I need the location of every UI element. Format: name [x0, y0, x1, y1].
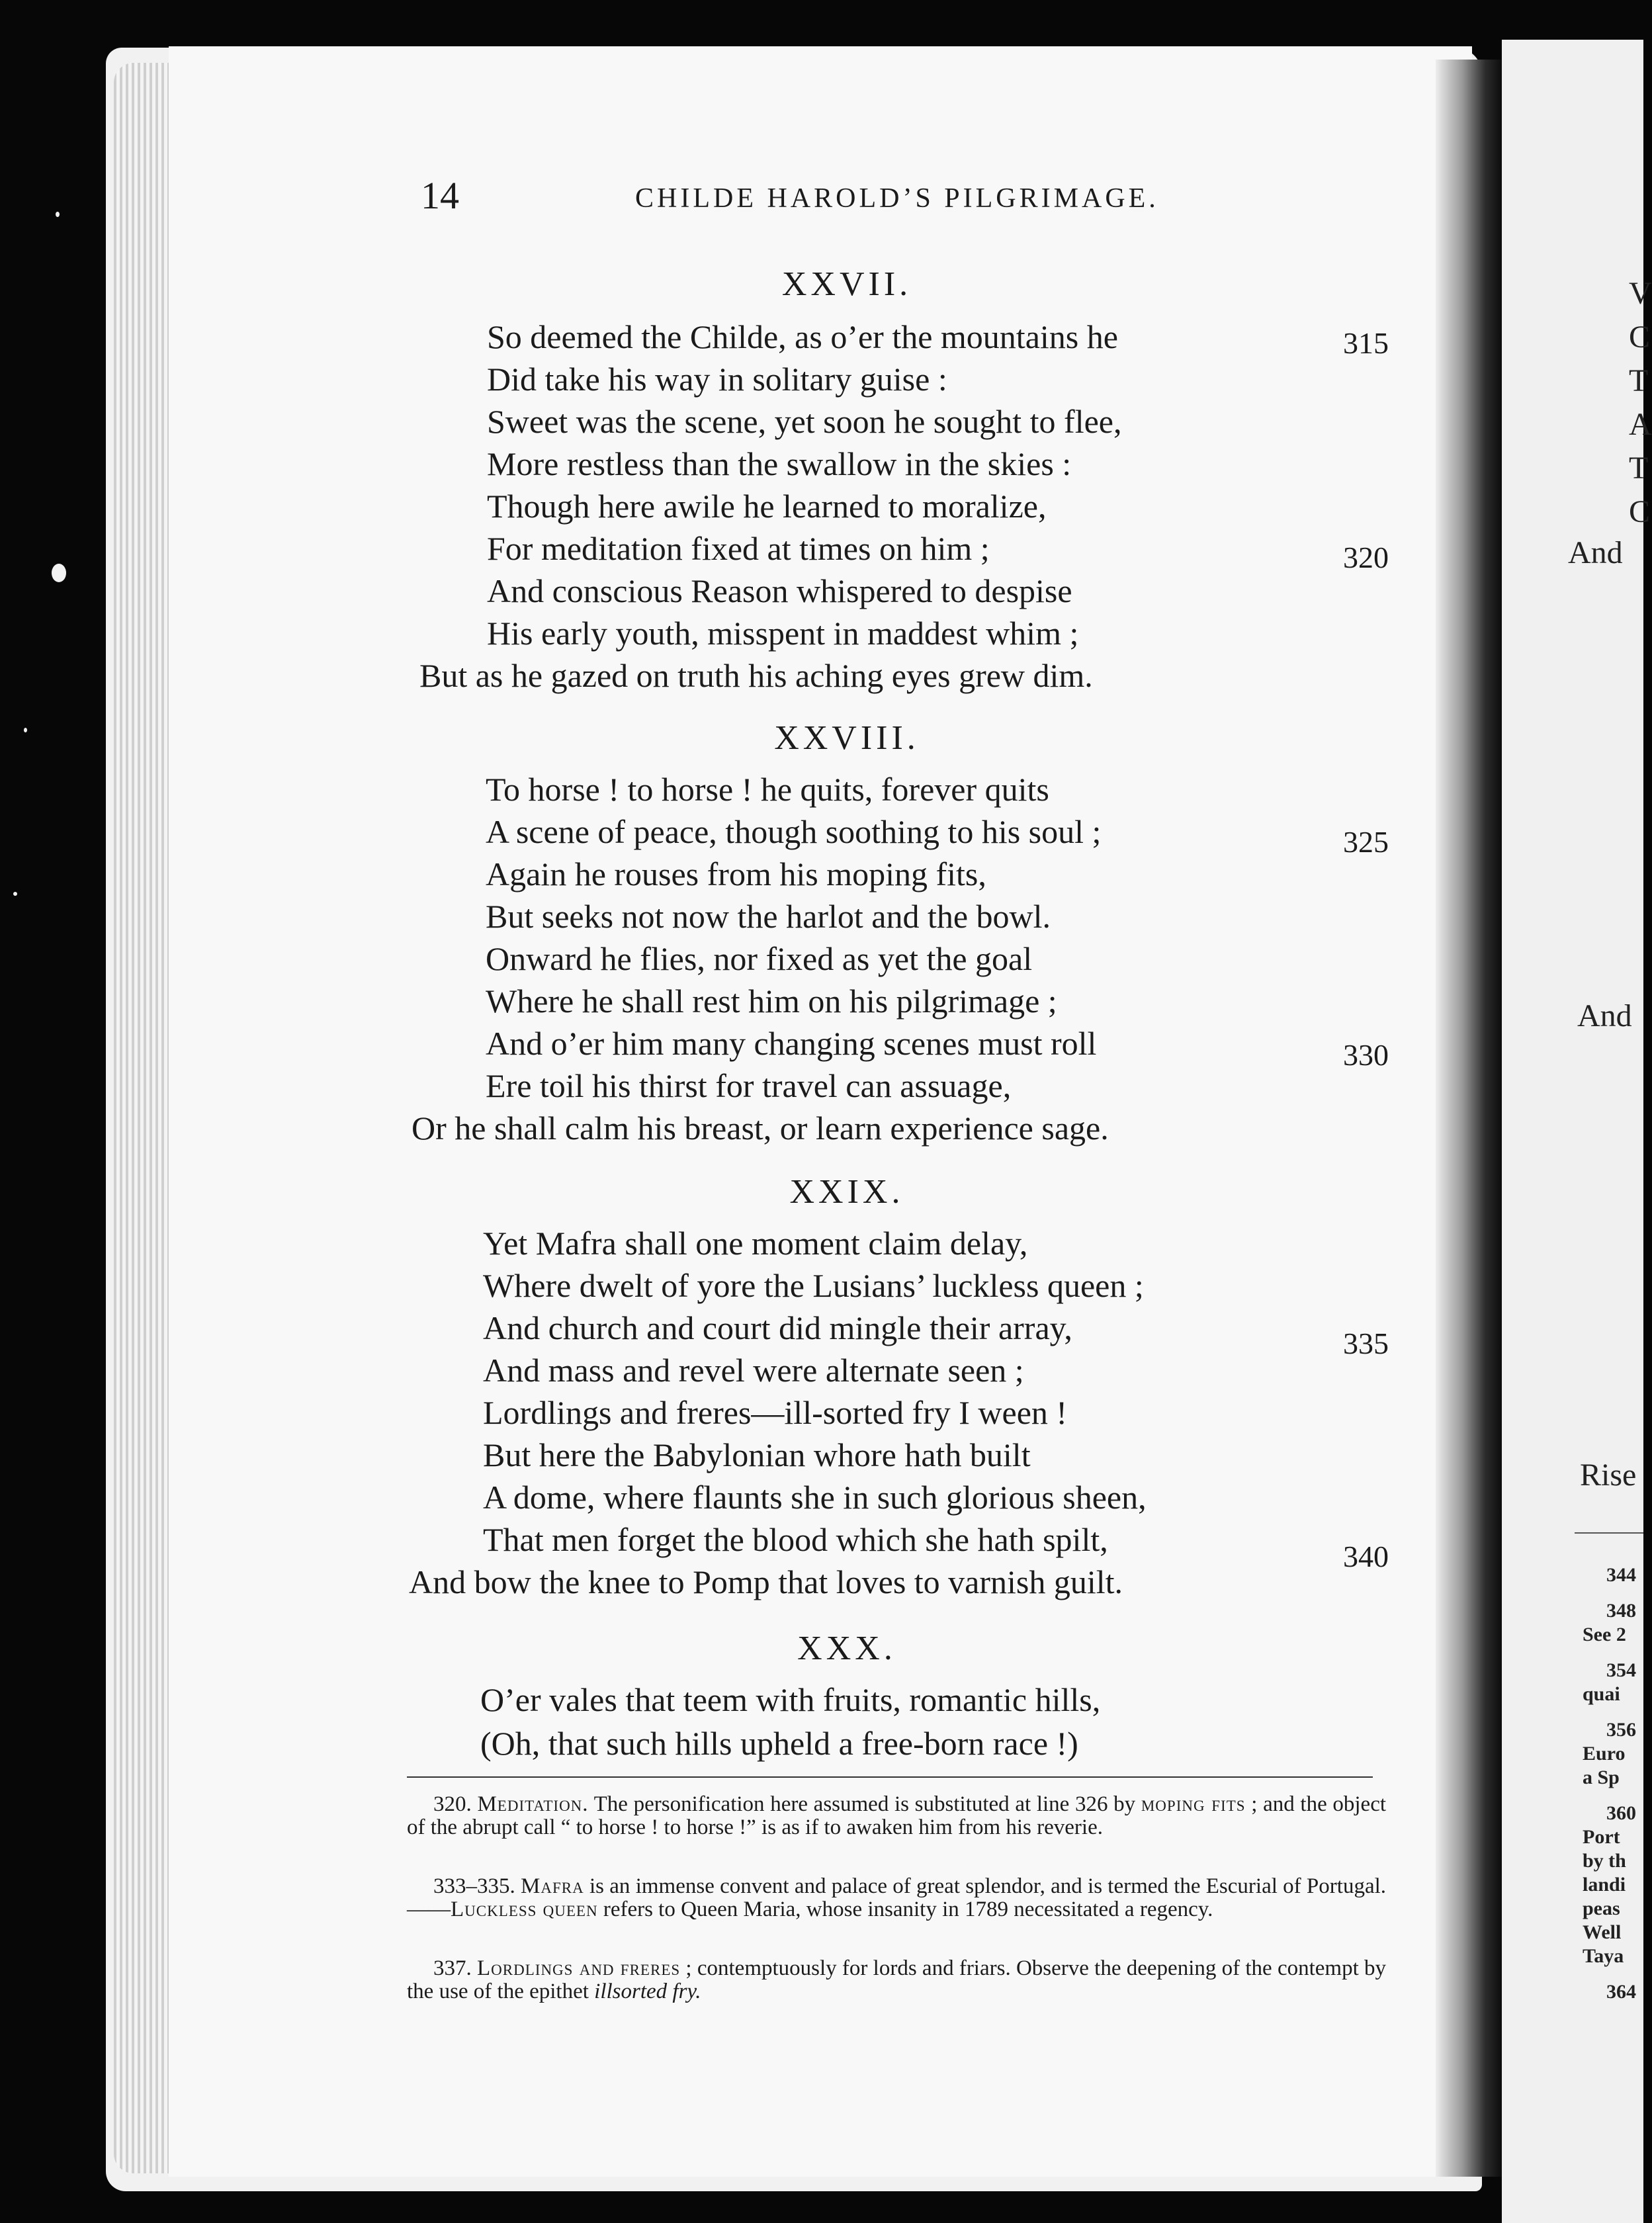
right-page-note: by th: [1583, 1850, 1626, 1872]
right-page-note: a Sp: [1583, 1766, 1620, 1788]
footnote-rule: [407, 1776, 1373, 1778]
dust-speck: [56, 212, 60, 217]
right-page-note: 360: [1606, 1802, 1636, 1824]
stanza-numeral: XXX.: [797, 1630, 896, 1667]
line-number: 315: [1343, 326, 1389, 360]
dust-speck: [24, 728, 27, 732]
line-number: 325: [1343, 825, 1389, 859]
verse-line: Or he shall calm his breast, or learn experience sage.: [412, 1110, 1109, 1147]
footnote-text: is an immense convent and palace of great splendor, and is termed the Escurial of Portugal.——: [407, 1874, 1387, 1921]
footnote-headword: Lordlings and freres: [477, 1956, 681, 1980]
book-gutter: [1436, 60, 1502, 2177]
page-number: 14: [421, 174, 459, 217]
right-page-note: Taya: [1583, 1945, 1624, 1967]
dust-speck: [13, 892, 17, 896]
right-page-note: 354: [1606, 1659, 1636, 1681]
running-title: CHILDE HAROLD’S PILGRIMAGE.: [635, 183, 1159, 214]
verse-line: Did take his way in solitary guise :: [487, 361, 947, 398]
verse-line: To horse ! to horse ! he quits, forever quits: [486, 771, 1049, 808]
verse-line: Where he shall rest him on his pilgrimage ;: [486, 982, 1057, 1020]
line-number: 340: [1343, 1540, 1389, 1573]
footnote-text: ; contemptuously for lords and friars. Observe the deepening of the contempt by the use of the epithet: [407, 1956, 1387, 2003]
verse-line: Lordlings and freres—ill-sorted fry I ween !: [483, 1394, 1068, 1431]
line-number: 330: [1343, 1038, 1389, 1072]
line-number: 335: [1343, 1327, 1389, 1360]
verse-line: But as he gazed on truth his aching eyes grew dim.: [419, 657, 1093, 694]
right-page-fragment: V: [1629, 276, 1652, 311]
verse-line: More restless than the swallow in the skies :: [487, 445, 1072, 482]
footnote-term: illsorted fry.: [594, 1980, 701, 2003]
right-page-note: 364: [1606, 1981, 1636, 2003]
verse-line: Yet Mafra shall one moment claim delay,: [483, 1225, 1028, 1262]
verse-line: And o’er him many changing scenes must roll: [486, 1025, 1097, 1062]
right-page-fragment: A: [1629, 407, 1652, 442]
verse-line: For meditation fixed at times on him ;: [487, 530, 990, 567]
footnote: [407, 1793, 1386, 1839]
footnote-term: Luckless queen: [451, 1897, 598, 1921]
footnote-headword: Meditation.: [477, 1792, 589, 1816]
footnote-text: ; and the object of the abrupt call “ to horse ! to horse !” is as if to awaken him from his reverie.: [407, 1792, 1387, 1839]
verse-line: Where dwelt of yore the Lusians’ luckless queen ;: [483, 1267, 1144, 1304]
right-page-fragment: T: [1629, 363, 1649, 398]
footnote-ref: 320.: [433, 1792, 472, 1816]
footnote-ref: 337.: [433, 1956, 472, 1980]
verse-line: But here the Babylonian whore hath built: [483, 1436, 1031, 1473]
right-page-fragment: And: [1577, 998, 1632, 1033]
right-page-fragment: T: [1629, 451, 1649, 486]
footnote: [407, 1957, 1386, 2003]
verse-line: Onward he flies, nor fixed as yet the goal: [486, 940, 1033, 977]
footnote-headword: Mafra: [521, 1874, 584, 1898]
right-page-note: Well: [1583, 1921, 1622, 1943]
verse-line: Sweet was the scene, yet soon he sought to flee,: [487, 403, 1122, 440]
verse-line: (Oh, that such hills upheld a free-born race !): [480, 1725, 1078, 1762]
stanza-numeral: XXVIII.: [774, 719, 920, 757]
line-number: 320: [1343, 541, 1389, 574]
verse-line: And bow the knee to Pomp that loves to varnish guilt.: [409, 1563, 1123, 1600]
right-page-fragment: C: [1629, 494, 1651, 529]
stanza-numeral: XXVII.: [781, 265, 912, 303]
verse-line: Though here awile he learned to moralize,: [487, 488, 1047, 525]
right-page-note: Euro: [1583, 1743, 1626, 1765]
verse-line: Again he rouses from his moping fits,: [486, 855, 986, 893]
right-page-note: 356: [1606, 1719, 1636, 1741]
footnote: [407, 1875, 1386, 1921]
right-page-note: See 2: [1583, 1624, 1626, 1645]
verse-line: That men forget the blood which she hath spilt,: [483, 1521, 1108, 1558]
right-page-note: 344: [1606, 1564, 1636, 1586]
footnote-term: moping fits: [1141, 1792, 1246, 1816]
footnote-ref: 333–335.: [433, 1874, 515, 1898]
verse-line: Ere toil his thirst for travel can assuage,: [486, 1067, 1012, 1104]
verse-line: A dome, where flaunts she in such glorious sheen,: [483, 1479, 1147, 1516]
footnote-text: refers to Queen Maria, whose insanity in 1789 necessitated a regency.: [597, 1897, 1213, 1921]
right-page-fragment: Rise: [1580, 1458, 1637, 1493]
stanza-numeral: XXIX.: [789, 1173, 904, 1211]
right-page-note: quai: [1583, 1683, 1620, 1705]
verse-line: His early youth, misspent in maddest whim ;: [487, 615, 1079, 652]
right-page-fragment: C: [1629, 320, 1651, 355]
verse-line: And church and court did mingle their array,: [483, 1309, 1072, 1346]
right-page-note: landi: [1583, 1874, 1626, 1896]
footnote-text: The personification here assumed is substituted at line 326 by: [588, 1792, 1141, 1816]
verse-line: O’er vales that teem with fruits, romantic hills,: [480, 1681, 1101, 1718]
dust-speck: [52, 564, 66, 582]
right-page-fragment: And: [1568, 535, 1623, 570]
verse-line: But seeks not now the harlot and the bowl.: [486, 898, 1051, 935]
verse-line: So deemed the Childe, as o’er the mountains he: [487, 318, 1118, 355]
right-page-note: Port: [1583, 1826, 1620, 1848]
verse-line: And conscious Reason whispered to despise: [487, 572, 1072, 609]
right-page-note: 348: [1606, 1600, 1636, 1622]
verse-line: A scene of peace, though soothing to his soul ;: [486, 813, 1102, 850]
right-page-note: peas: [1583, 1897, 1620, 1919]
right-page-rule: [1575, 1532, 1643, 1534]
verse-line: And mass and revel were alternate seen ;: [483, 1352, 1024, 1389]
